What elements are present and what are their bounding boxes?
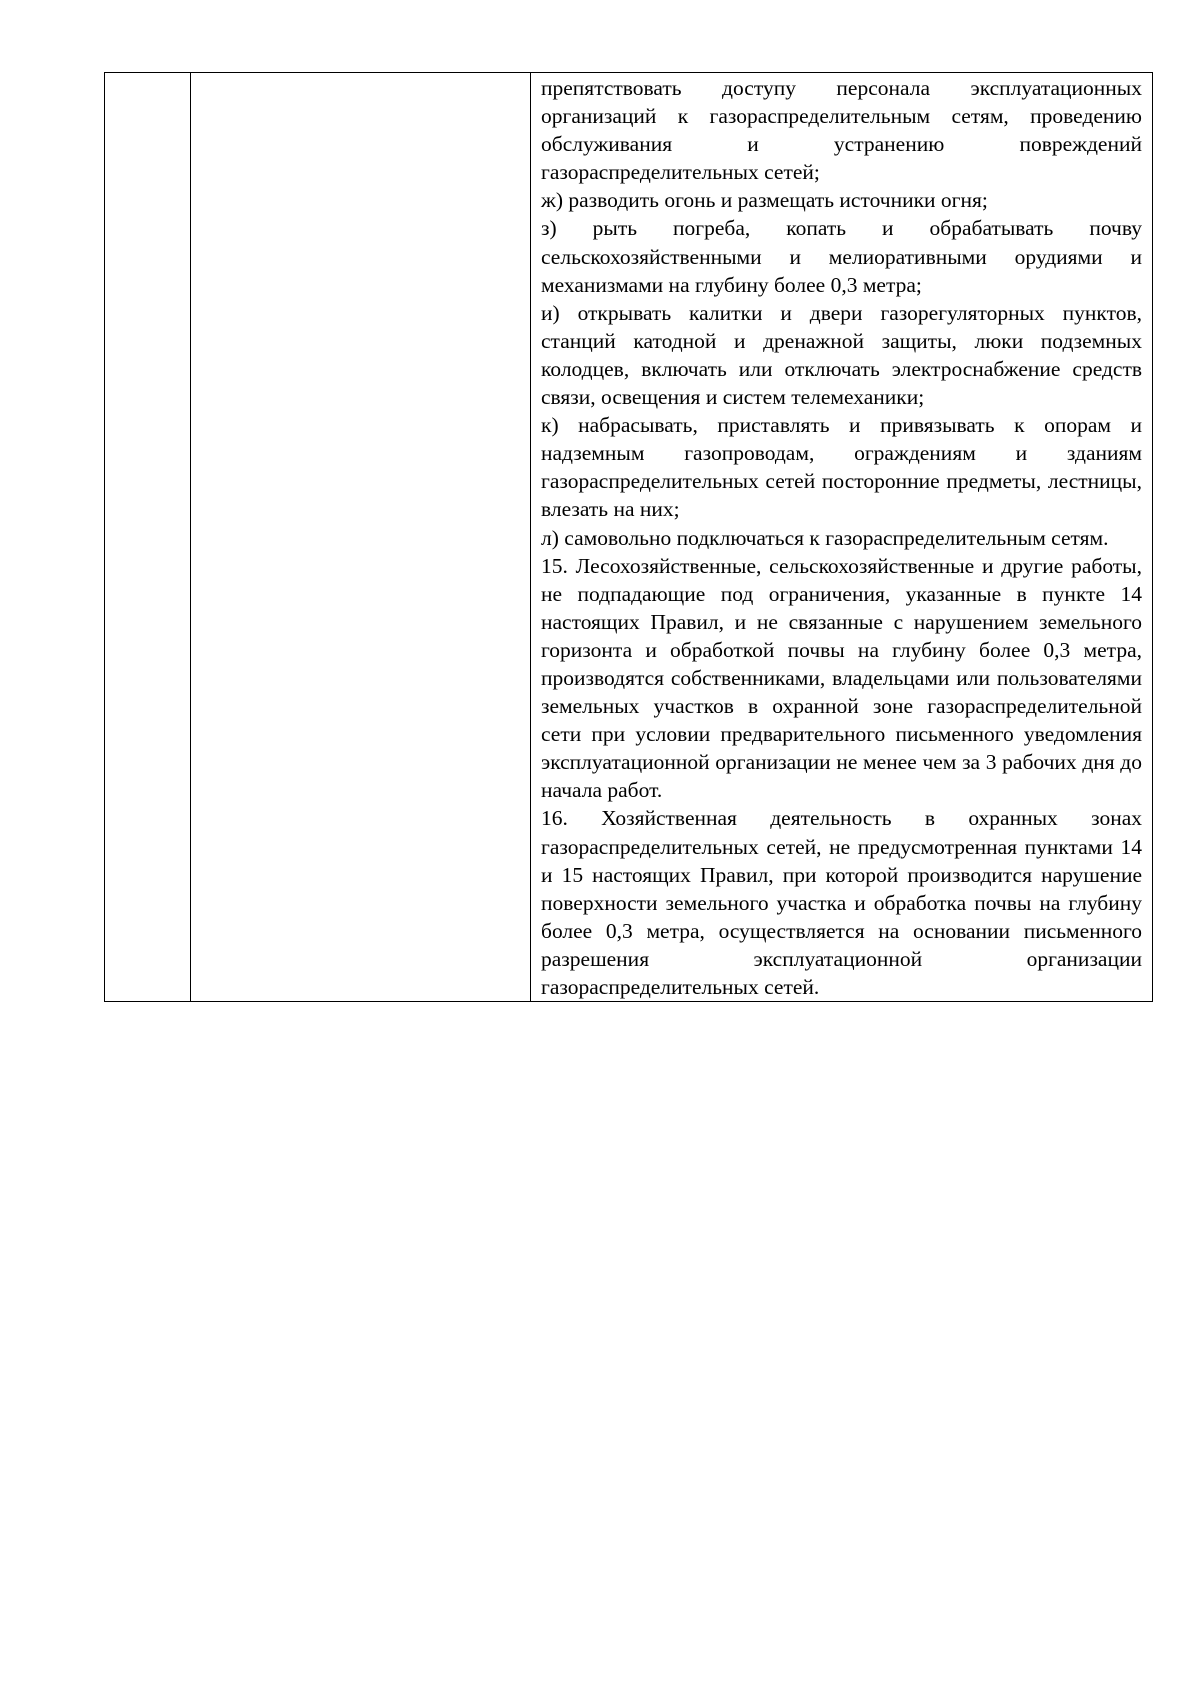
paragraph-section-15: 15. Лесохозяйственные, сельскохозяйственные и другие работы, не подпадающие под ограничения, указанные в пункте 14 настоящих Правил, и не связанные с нарушением земельного горизонта и обработкой почвы на глубину более 0,3 метра, производятся собственниками, владельцами или пользователями земельных участков в охранной зоне газораспределительной сети при условии предварительного письменного уведомления эксплуатационной организации не менее чем за 3 рабочих дня до начала работ. (541, 553, 1142, 803)
table-cell-number (105, 73, 191, 1002)
paragraph-item-zh: ж) разводить огонь и размещать источники огня; (541, 188, 988, 213)
paragraph-item-i: и) открывать калитки и двери газорегуляторных пунктов, станций катодной и дренажной защиты, люки подземных колодцев, включать или отключать электроснабжение средств связи, освещения и систем телемеханики; (541, 300, 1142, 410)
paragraph-item-z: з) рыть погреба, копать и обрабатывать почву сельскохозяйственными и мелиоративными орудиями и механизмами на глубину более 0,3 метра; (541, 216, 1142, 297)
paragraph-continuation: препятствовать доступу персонала эксплуатационных организаций к газораспределительным сетям, проведению обслуживания и устранению повреждений газораспределительных сетей; (541, 76, 1142, 185)
paragraph-item-k: к) набрасывать, приставлять и привязывать к опорам и надземным газопроводам, ограждениям и зданиям газораспределительных сетей посторонние предметы, лестницы, влезать на них; (541, 413, 1142, 522)
paragraph-section-16: 16. Хозяйственная деятельность в охранных зонах газораспределительных сетей, не предусмотренная пунктами 14 и 15 настоящих Правил, при которой производится нарушение поверхности земельного участка и обработка почвы на глубину более 0,3 метра, осуществляется на основании письменного разрешения эксплуатационной организации газораспределительных сетей. (541, 806, 1142, 999)
table-cell-content (531, 73, 1153, 1002)
document-table (104, 72, 1153, 1002)
table-row (105, 73, 1153, 1002)
table-cell-title (191, 73, 531, 1002)
paragraph-item-l: л) самовольно подключаться к газораспределительным сетям. (541, 525, 1109, 550)
